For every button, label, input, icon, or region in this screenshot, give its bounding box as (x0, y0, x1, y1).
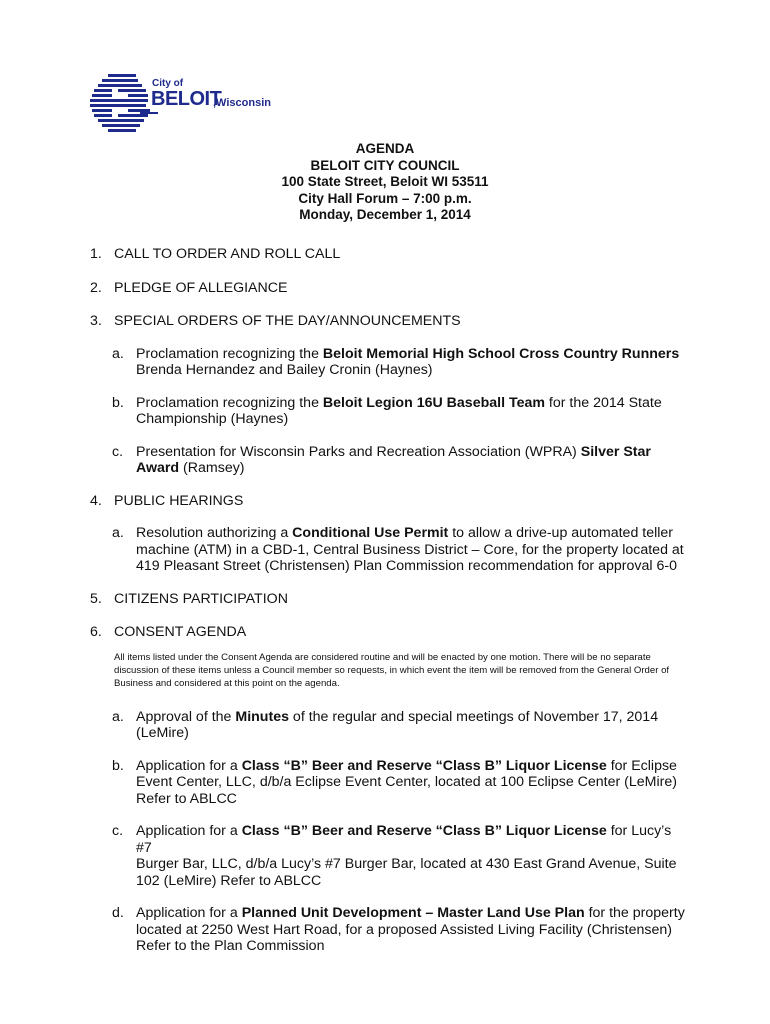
item-label: PUBLIC HEARINGS (114, 492, 244, 509)
agenda-body (90, 246, 690, 955)
subitem-letter: c. (112, 823, 124, 839)
subitem-letter: c. (112, 443, 124, 460)
subitem-bold-text: Silver Star (580, 443, 651, 460)
item-label: CALL TO ORDER AND ROLL CALL (114, 246, 341, 262)
subitem-text-post: of the regular and special meetings of November 17, 2014 (288, 708, 659, 725)
subitem-bold-text: Award (136, 460, 180, 476)
subitem-bold-text: Beloit Legion 16U Baseball Team (322, 394, 545, 411)
subitem-text-post: for the property (584, 905, 685, 921)
subitem-bold-text: Minutes (235, 708, 289, 725)
subitem-text-post: for Eclipse (606, 757, 677, 774)
agenda-item-1 (90, 246, 690, 263)
subitem-letter: a. (112, 708, 124, 725)
subitem-text-line2: Brenda Hernandez and Bailey Cronin (Haynes) (136, 362, 433, 378)
subitem-text-line2: Burger Bar, LLC, d/b/a Lucy’s #7 Burger Bar, located at 430 East Grand Avenue, Suite (136, 856, 677, 872)
subitem-text-line3: Refer to ABLCC (136, 790, 237, 807)
agenda-subitem-6d (90, 905, 690, 955)
consent-agenda-note: All items listed under the Consent Agenda are considered routine and will be enacted by one motion. There will be no separate discussion of these items unless a Council member so requests, in which event the item will be removed from the General Order of Business and considered at this point on the agenda. (114, 651, 670, 689)
subitem-text: Approval of the (136, 708, 236, 725)
subitem-text-line2: Championship (Haynes) (136, 411, 289, 427)
subitem-text-line3: Refer to the Plan Commission (136, 938, 325, 954)
subitem-text: Proclamation recognizing the (136, 345, 323, 362)
subitem-text: Application for a (136, 905, 242, 921)
agenda-item-3 (90, 313, 690, 330)
agenda-item-6 (90, 624, 690, 641)
subitem-bold-text: Planned Unit Development – Master Land Use Plan (241, 905, 585, 921)
beloit-b-emblem-icon (88, 72, 158, 134)
item-label: CITIZENS PARTICIPATION (114, 590, 288, 607)
agenda-subitem-6b (90, 758, 690, 808)
subitem-text-post: for the 2014 State (544, 394, 662, 411)
subitem-text-line3: 102 (LeMire) Refer to ABLCC (136, 872, 322, 889)
subitem-text-post: (Ramsey) (179, 460, 245, 476)
subitem-letter: a. (112, 525, 124, 541)
agenda-subitem-3a (90, 346, 690, 379)
header-date: Monday, December 1, 2014 (299, 207, 471, 222)
item-label: SPECIAL ORDERS OF THE DAY/ANNOUNCEMENTS (114, 313, 461, 329)
subitem-letter: b. (112, 757, 124, 774)
agenda-subitem-4a (90, 525, 690, 575)
agenda-item-2 (90, 280, 690, 297)
subitem-text-line2: Event Center, LLC, d/b/a Eclipse Event Center, located at 100 Eclipse Center (LeMire) (136, 774, 677, 790)
item-number: 4. (90, 492, 102, 509)
agenda-item-5 (90, 591, 690, 608)
subitem-text-line2: machine (ATM) in a CBD-1, Central Business District – Core, for the property located at (136, 541, 684, 558)
header-title: AGENDA (355, 141, 415, 156)
subitem-text-line3: 419 Pleasant Street (Christensen) Plan Commission recommendation for approval 6-0 (136, 558, 677, 574)
subitem-bold-text: Conditional Use Permit (292, 525, 449, 541)
subitem-text-post: to allow a drive-up automated teller (448, 525, 674, 541)
agenda-subitem-3c (90, 444, 690, 477)
subitem-text-post: for Lucy’s #7 (136, 823, 672, 856)
logo-city-of: City of (152, 78, 184, 89)
agenda-item-4 (90, 493, 690, 510)
subitem-bold-text: Class “B” Beer and Reserve “Class B” Liquor License (241, 823, 607, 839)
subitem-text-line2: located at 2250 West Hart Road, for a proposed Assisted Living Facility (Christensen) (136, 921, 672, 938)
subitem-letter: a. (112, 345, 124, 362)
subitem-bold-text: Class “B” Beer and Reserve “Class B” Liquor License (241, 757, 607, 774)
city-logo (88, 72, 288, 134)
item-number: 6. (90, 624, 102, 640)
subitem-text: Application for a (136, 757, 242, 774)
agenda-subitem-3b (90, 395, 690, 428)
header-address: 100 State Street, Beloit WI 53511 (281, 174, 489, 189)
item-label: CONSENT AGENDA (114, 624, 247, 640)
agenda-subitem-6a (90, 709, 690, 742)
header-location-time: City Hall Forum – 7:00 p.m. (298, 190, 472, 206)
subitem-text: Proclamation recognizing the (136, 394, 323, 411)
item-number: 3. (90, 313, 102, 329)
logo-city-name: BELOIT (151, 88, 222, 110)
subitem-text: Presentation for Wisconsin Parks and Recreation Association (WPRA) (136, 443, 581, 460)
subitem-text-line2: (LeMire) (136, 725, 189, 741)
agenda-subitem-6c (90, 823, 690, 889)
item-label: PLEDGE OF ALLEGIANCE (114, 279, 288, 296)
subitem-text: Resolution authorizing a (136, 525, 293, 541)
agenda-header (0, 141, 770, 224)
subitem-letter: b. (112, 394, 124, 411)
subitem-bold-text: Beloit Memorial High School Cross Country Runners (322, 345, 680, 362)
item-number: 2. (90, 279, 102, 296)
subitem-letter: d. (112, 905, 124, 921)
item-number: 1. (90, 246, 102, 262)
item-number: 5. (90, 590, 102, 607)
logo-state: ,Wisconsin (213, 97, 271, 109)
subitem-text: Application for a (136, 823, 242, 839)
header-council: BELOIT CITY COUNCIL (310, 157, 460, 173)
